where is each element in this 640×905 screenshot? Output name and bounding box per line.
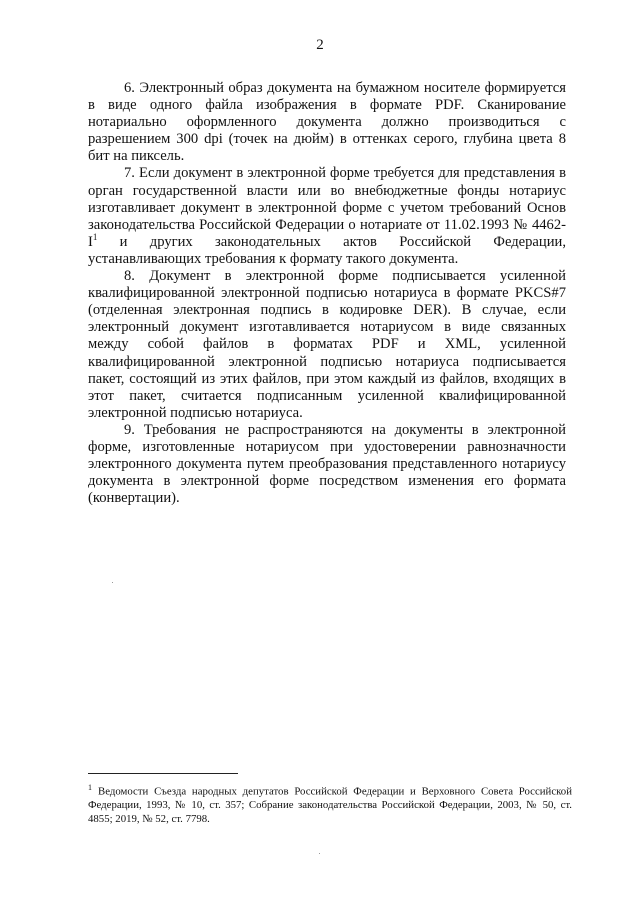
paragraph-6: 6. Электронный образ документа на бумажном носителе формируется в виде одного файла изображения в формате PDF. Сканирование нотариально оформленного документа должно производиться с разрешением 300 dpi (точек на дюйм) в оттенках серого, глубина цвета 8 бит на пиксель. bbox=[88, 80, 566, 165]
scan-speck bbox=[319, 853, 320, 854]
paragraph-9: 9. Требования не распространяются на документы в электронной форме, изготовленные нотариусом при удостоверении равнозначности электронного документа путем преобразования представленного нотариусу документа в электронной форме посредством изменения его формата (конвертации). bbox=[88, 421, 566, 507]
paragraph-7-text: 7. Если документ в электронной форме требуется для представления в орган государственной власти или во внебюджетные фонды нотариус изготавливает документ в электронной форме с учетом требований Основ законодательства Российской Федерации о нотариате от 11.02.1993 № 4462-I bbox=[88, 165, 566, 250]
footnote-separator bbox=[88, 773, 238, 774]
paragraph-8: 8. Документ в электронной форме подписывается усиленной квалифицированной электронной подписью нотариуса в формате PKCS#7 (отделенная электронная подпись в кодировке DER). В случае, если электронный документ изготавливается нотариусом в виде связанных между собой файлов в форматах PDF и XML, усиленной квалифицированной электронной подписью нотариуса подписывается пакет, состоящий из этих файлов, при этом каждый из файлов, входящих в этот пакет, считается подписанным усиленной квалифицированной электронной подписью нотариуса. bbox=[88, 268, 566, 421]
footnote bbox=[88, 781, 572, 826]
scan-speck bbox=[112, 582, 113, 583]
paragraph-7 bbox=[88, 165, 566, 268]
page-number: 2 bbox=[316, 37, 324, 53]
footnote-mark: 1 bbox=[88, 783, 92, 792]
document-body bbox=[88, 80, 566, 507]
footnote-text: Ведомости Съезда народных депутатов Российской Федерации и Верховного Совета Российской Федерации, 1993, № 10, ст. 357; Собрание законодательства Российской Федерации, 2003, № 50, ст. 4855; 2019, № 52, ст. 7798. bbox=[88, 785, 572, 825]
footnote-reference: 1 bbox=[92, 231, 98, 242]
paragraph-7-text-end: и других законодательных актов Российской Федерации, устанавливающих требования к формату такого документа. bbox=[88, 233, 566, 267]
